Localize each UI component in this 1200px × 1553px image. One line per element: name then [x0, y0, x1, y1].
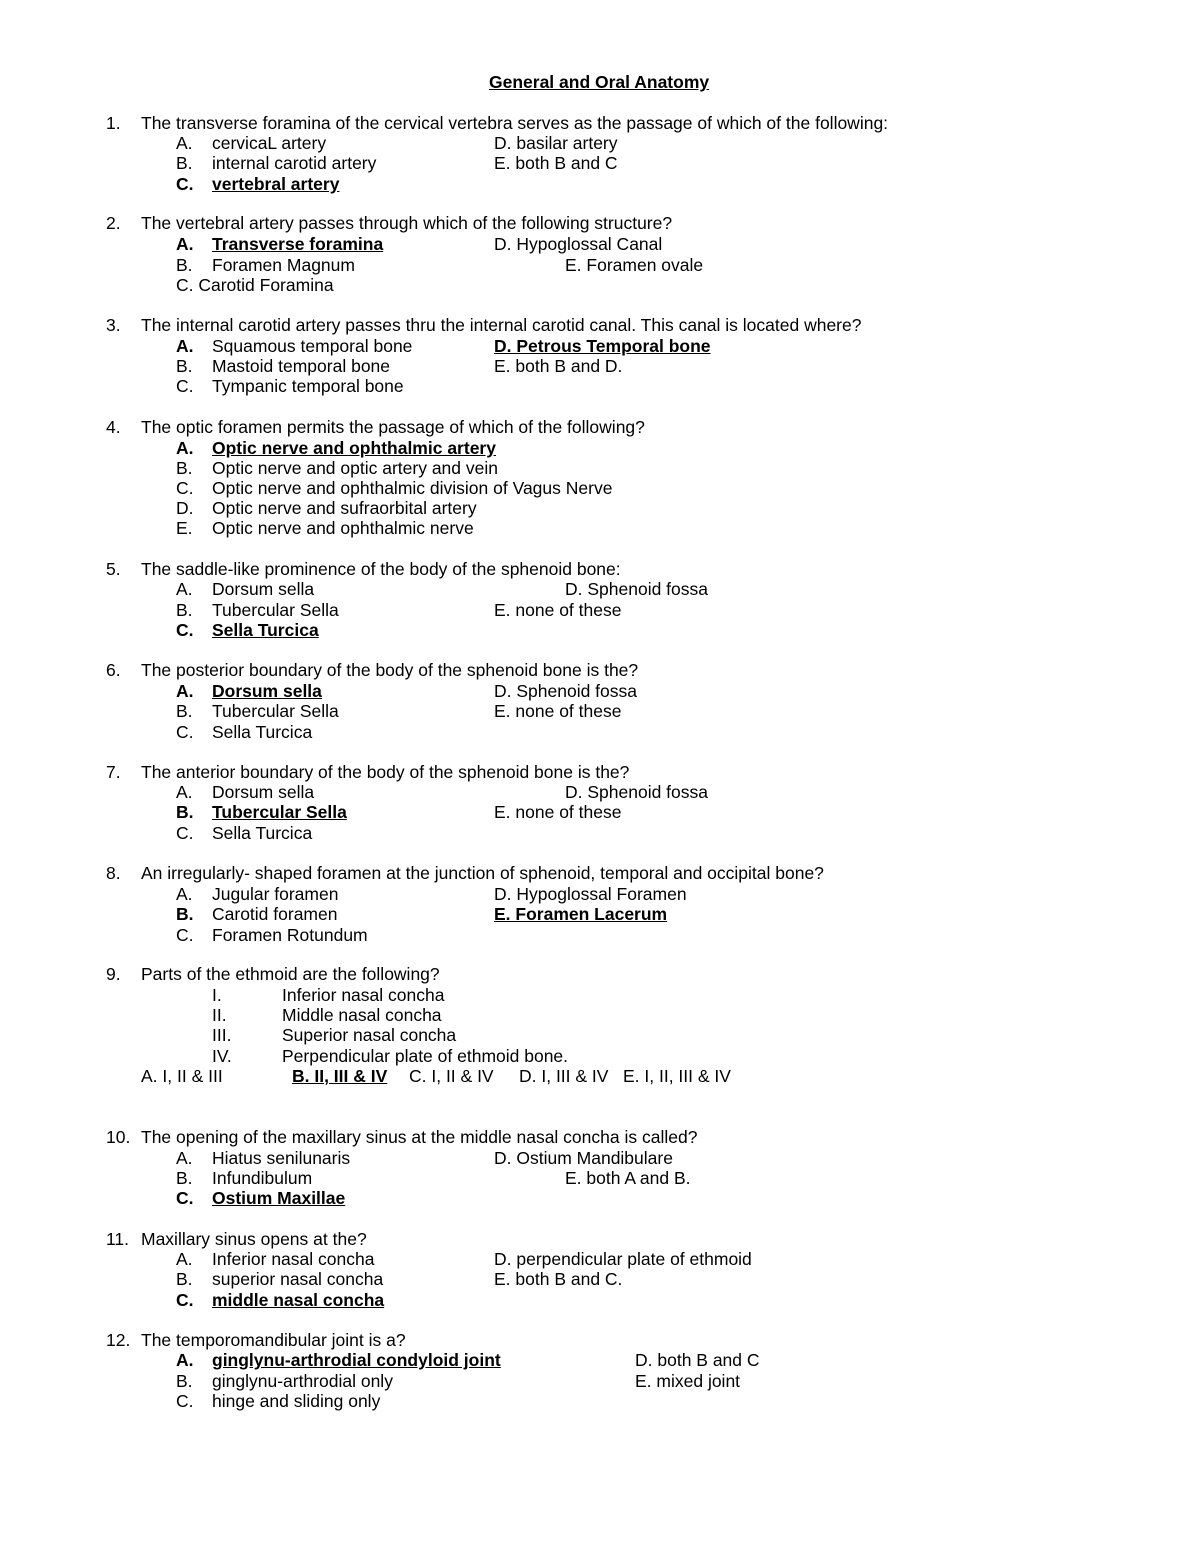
question-number: 10.	[106, 1127, 131, 1147]
option-a: Jugular foramen	[212, 884, 339, 904]
option-a-letter: A.	[176, 579, 193, 599]
option-a-letter: A.	[176, 1148, 193, 1168]
option-a-answer: Dorsum sella	[212, 681, 322, 701]
option-b: Optic nerve and optic artery and vein	[212, 458, 498, 478]
option-c-letter: C.	[176, 823, 194, 843]
option-c: Sella Turcica	[212, 823, 313, 843]
option-a-answer: Transverse foramina	[212, 234, 384, 254]
option-d: D. perpendicular plate of ethmoid	[494, 1249, 752, 1269]
option-e: E. mixed joint	[635, 1371, 741, 1391]
option-d: D. I, III & IV	[519, 1066, 609, 1086]
question-number: 5.	[106, 559, 121, 579]
option-c-answer: vertebral artery	[212, 174, 340, 194]
option-a-letter: A.	[176, 234, 194, 254]
option-b-letter: B.	[176, 458, 193, 478]
option-e: E. I, II, III & IV	[623, 1066, 731, 1086]
option-a-letter: A.	[176, 681, 194, 701]
option-e: E. Foramen ovale	[565, 255, 704, 275]
question-text: The saddle-like prominence of the body of the sphenoid bone:	[141, 559, 621, 579]
option-b-letter: B.	[176, 255, 193, 275]
option-b-letter: B.	[176, 1371, 193, 1391]
question-text: The optic foramen permits the passage of which of the following?	[141, 417, 645, 437]
option-c-letter: C.	[176, 478, 194, 498]
option-b-answer: B. II, III & IV	[292, 1066, 388, 1086]
page-title: General and Oral Anatomy	[489, 72, 710, 92]
option-b: internal carotid artery	[212, 153, 377, 173]
option-a-letter: A.	[176, 884, 193, 904]
option-c-answer: Ostium Maxillae	[212, 1188, 346, 1208]
option-b: Foramen Magnum	[212, 255, 355, 275]
option-e: E. both A and B.	[565, 1168, 691, 1188]
option-b-letter: B.	[176, 1168, 193, 1188]
question-number: 3.	[106, 315, 121, 335]
option-b: Tubercular Sella	[212, 701, 339, 721]
question-text: The vertebral artery passes through which of the following structure?	[141, 213, 673, 233]
option-a: Dorsum sella	[212, 782, 315, 802]
option-b: superior nasal concha	[212, 1269, 384, 1289]
option-c: Tympanic temporal bone	[212, 376, 404, 396]
option-e: E. both B and D.	[494, 356, 623, 376]
option-a: cervicaL artery	[212, 133, 327, 153]
option-a: Squamous temporal bone	[212, 336, 413, 356]
option-a-letter: A.	[176, 1350, 194, 1370]
option-e: E. both B and C.	[494, 1269, 623, 1289]
option-e: E. both B and C	[494, 153, 618, 173]
item-text: Middle nasal concha	[282, 1005, 442, 1025]
option-b-letter: B.	[176, 701, 193, 721]
question-number: 11.	[106, 1229, 130, 1249]
option-a: A. I, II & III	[141, 1066, 223, 1086]
option-b-answer: Tubercular Sella	[212, 802, 347, 822]
question-number: 2.	[106, 213, 121, 233]
option-e: E. none of these	[494, 701, 622, 721]
option-d-letter: D.	[176, 498, 194, 518]
option-c-letter: C.	[176, 1188, 194, 1208]
option-c-letter: C.	[176, 376, 194, 396]
question-text: An irregularly- shaped foramen at the junction of sphenoid, temporal and occipital bone?	[141, 863, 824, 883]
question-number: 9.	[106, 964, 121, 984]
item-text: Inferior nasal concha	[282, 985, 445, 1005]
option-d-answer: D. Petrous Temporal bone	[494, 336, 711, 356]
question-number: 12.	[106, 1330, 131, 1350]
option-d: D. Sphenoid fossa	[565, 579, 709, 599]
question-text: The opening of the maxillary sinus at the middle nasal concha is called?	[141, 1127, 698, 1147]
question-text: The posterior boundary of the body of the sphenoid bone is the?	[141, 660, 639, 680]
option-d: D. Sphenoid fossa	[494, 681, 638, 701]
option-a-answer: Optic nerve and ophthalmic artery	[212, 438, 496, 458]
option-a-letter: A.	[176, 782, 193, 802]
option-b: Tubercular Sella	[212, 600, 339, 620]
option-d: D. Hypoglossal Foramen	[494, 884, 687, 904]
question-text: The transverse foramina of the cervical vertebra serves as the passage of which of the following:	[141, 113, 889, 133]
option-a: Hiatus senilunaris	[212, 1148, 351, 1168]
option-d: D. basilar artery	[494, 133, 618, 153]
option-e: Optic nerve and ophthalmic nerve	[212, 518, 474, 538]
option-e-answer: E. Foramen Lacerum	[494, 904, 668, 924]
option-b: Mastoid temporal bone	[212, 356, 391, 376]
question-text: Maxillary sinus opens at the?	[141, 1229, 367, 1249]
option-c-letter: C.	[176, 925, 194, 945]
option-b-letter: B.	[176, 904, 194, 924]
item-text: Perpendicular plate of ethmoid bone.	[282, 1046, 569, 1066]
option-e-letter: E.	[176, 518, 193, 538]
option-d: D. both B and C	[635, 1350, 760, 1370]
question-number: 4.	[106, 417, 121, 437]
question-number: 7.	[106, 762, 121, 782]
option-c-answer: middle nasal concha	[212, 1290, 385, 1310]
option-b-letter: B.	[176, 802, 194, 822]
option-e: E. none of these	[494, 600, 622, 620]
option-d: D. Ostium Mandibulare	[494, 1148, 673, 1168]
question-number: 6.	[106, 660, 121, 680]
option-c: C. Carotid Foramina	[176, 275, 334, 295]
option-c: C. I, II & IV	[409, 1066, 494, 1086]
option-c-letter: C.	[176, 620, 194, 640]
option-c-letter: C.	[176, 722, 194, 742]
option-b-letter: B.	[176, 356, 193, 376]
option-c: Sella Turcica	[212, 722, 313, 742]
option-a: Dorsum sella	[212, 579, 315, 599]
item-numeral: I.	[212, 985, 222, 1005]
item-numeral: IV.	[212, 1046, 232, 1066]
option-c: Foramen Rotundum	[212, 925, 368, 945]
item-numeral: II.	[212, 1005, 227, 1025]
option-a-letter: A.	[176, 438, 194, 458]
option-c-answer: Sella Turcica	[212, 620, 319, 640]
option-a-answer: ginglynu-arthrodial condyloid joint	[212, 1350, 501, 1370]
option-a-letter: A.	[176, 1249, 193, 1269]
option-d: D. Sphenoid fossa	[565, 782, 709, 802]
question-text: The temporomandibular joint is a?	[141, 1330, 406, 1350]
option-b: ginglynu-arthrodial only	[212, 1371, 393, 1391]
option-c-letter: C.	[176, 174, 194, 194]
item-numeral: III.	[212, 1025, 232, 1045]
option-b-letter: B.	[176, 600, 193, 620]
option-a-letter: A.	[176, 133, 193, 153]
option-c: Optic nerve and ophthalmic division of Vagus Nerve	[212, 478, 613, 498]
option-d: Optic nerve and sufraorbital artery	[212, 498, 477, 518]
option-b-letter: B.	[176, 153, 193, 173]
option-b-letter: B.	[176, 1269, 193, 1289]
question-number: 1.	[106, 113, 121, 133]
question-number: 8.	[106, 863, 121, 883]
question-text: The anterior boundary of the body of the sphenoid bone is the?	[141, 762, 630, 782]
item-text: Superior nasal concha	[282, 1025, 457, 1045]
option-c-letter: C.	[176, 1391, 194, 1411]
option-c: hinge and sliding only	[212, 1391, 381, 1411]
option-b: Infundibulum	[212, 1168, 313, 1188]
option-c-letter: C.	[176, 1290, 194, 1310]
option-a-letter: A.	[176, 336, 194, 356]
option-e: E. none of these	[494, 802, 622, 822]
option-a: Inferior nasal concha	[212, 1249, 375, 1269]
question-text: The internal carotid artery passes thru the internal carotid canal. This canal is located where?	[141, 315, 862, 335]
question-text: Parts of the ethmoid are the following?	[141, 964, 440, 984]
option-d: D. Hypoglossal Canal	[494, 234, 663, 254]
option-b: Carotid foramen	[212, 904, 338, 924]
